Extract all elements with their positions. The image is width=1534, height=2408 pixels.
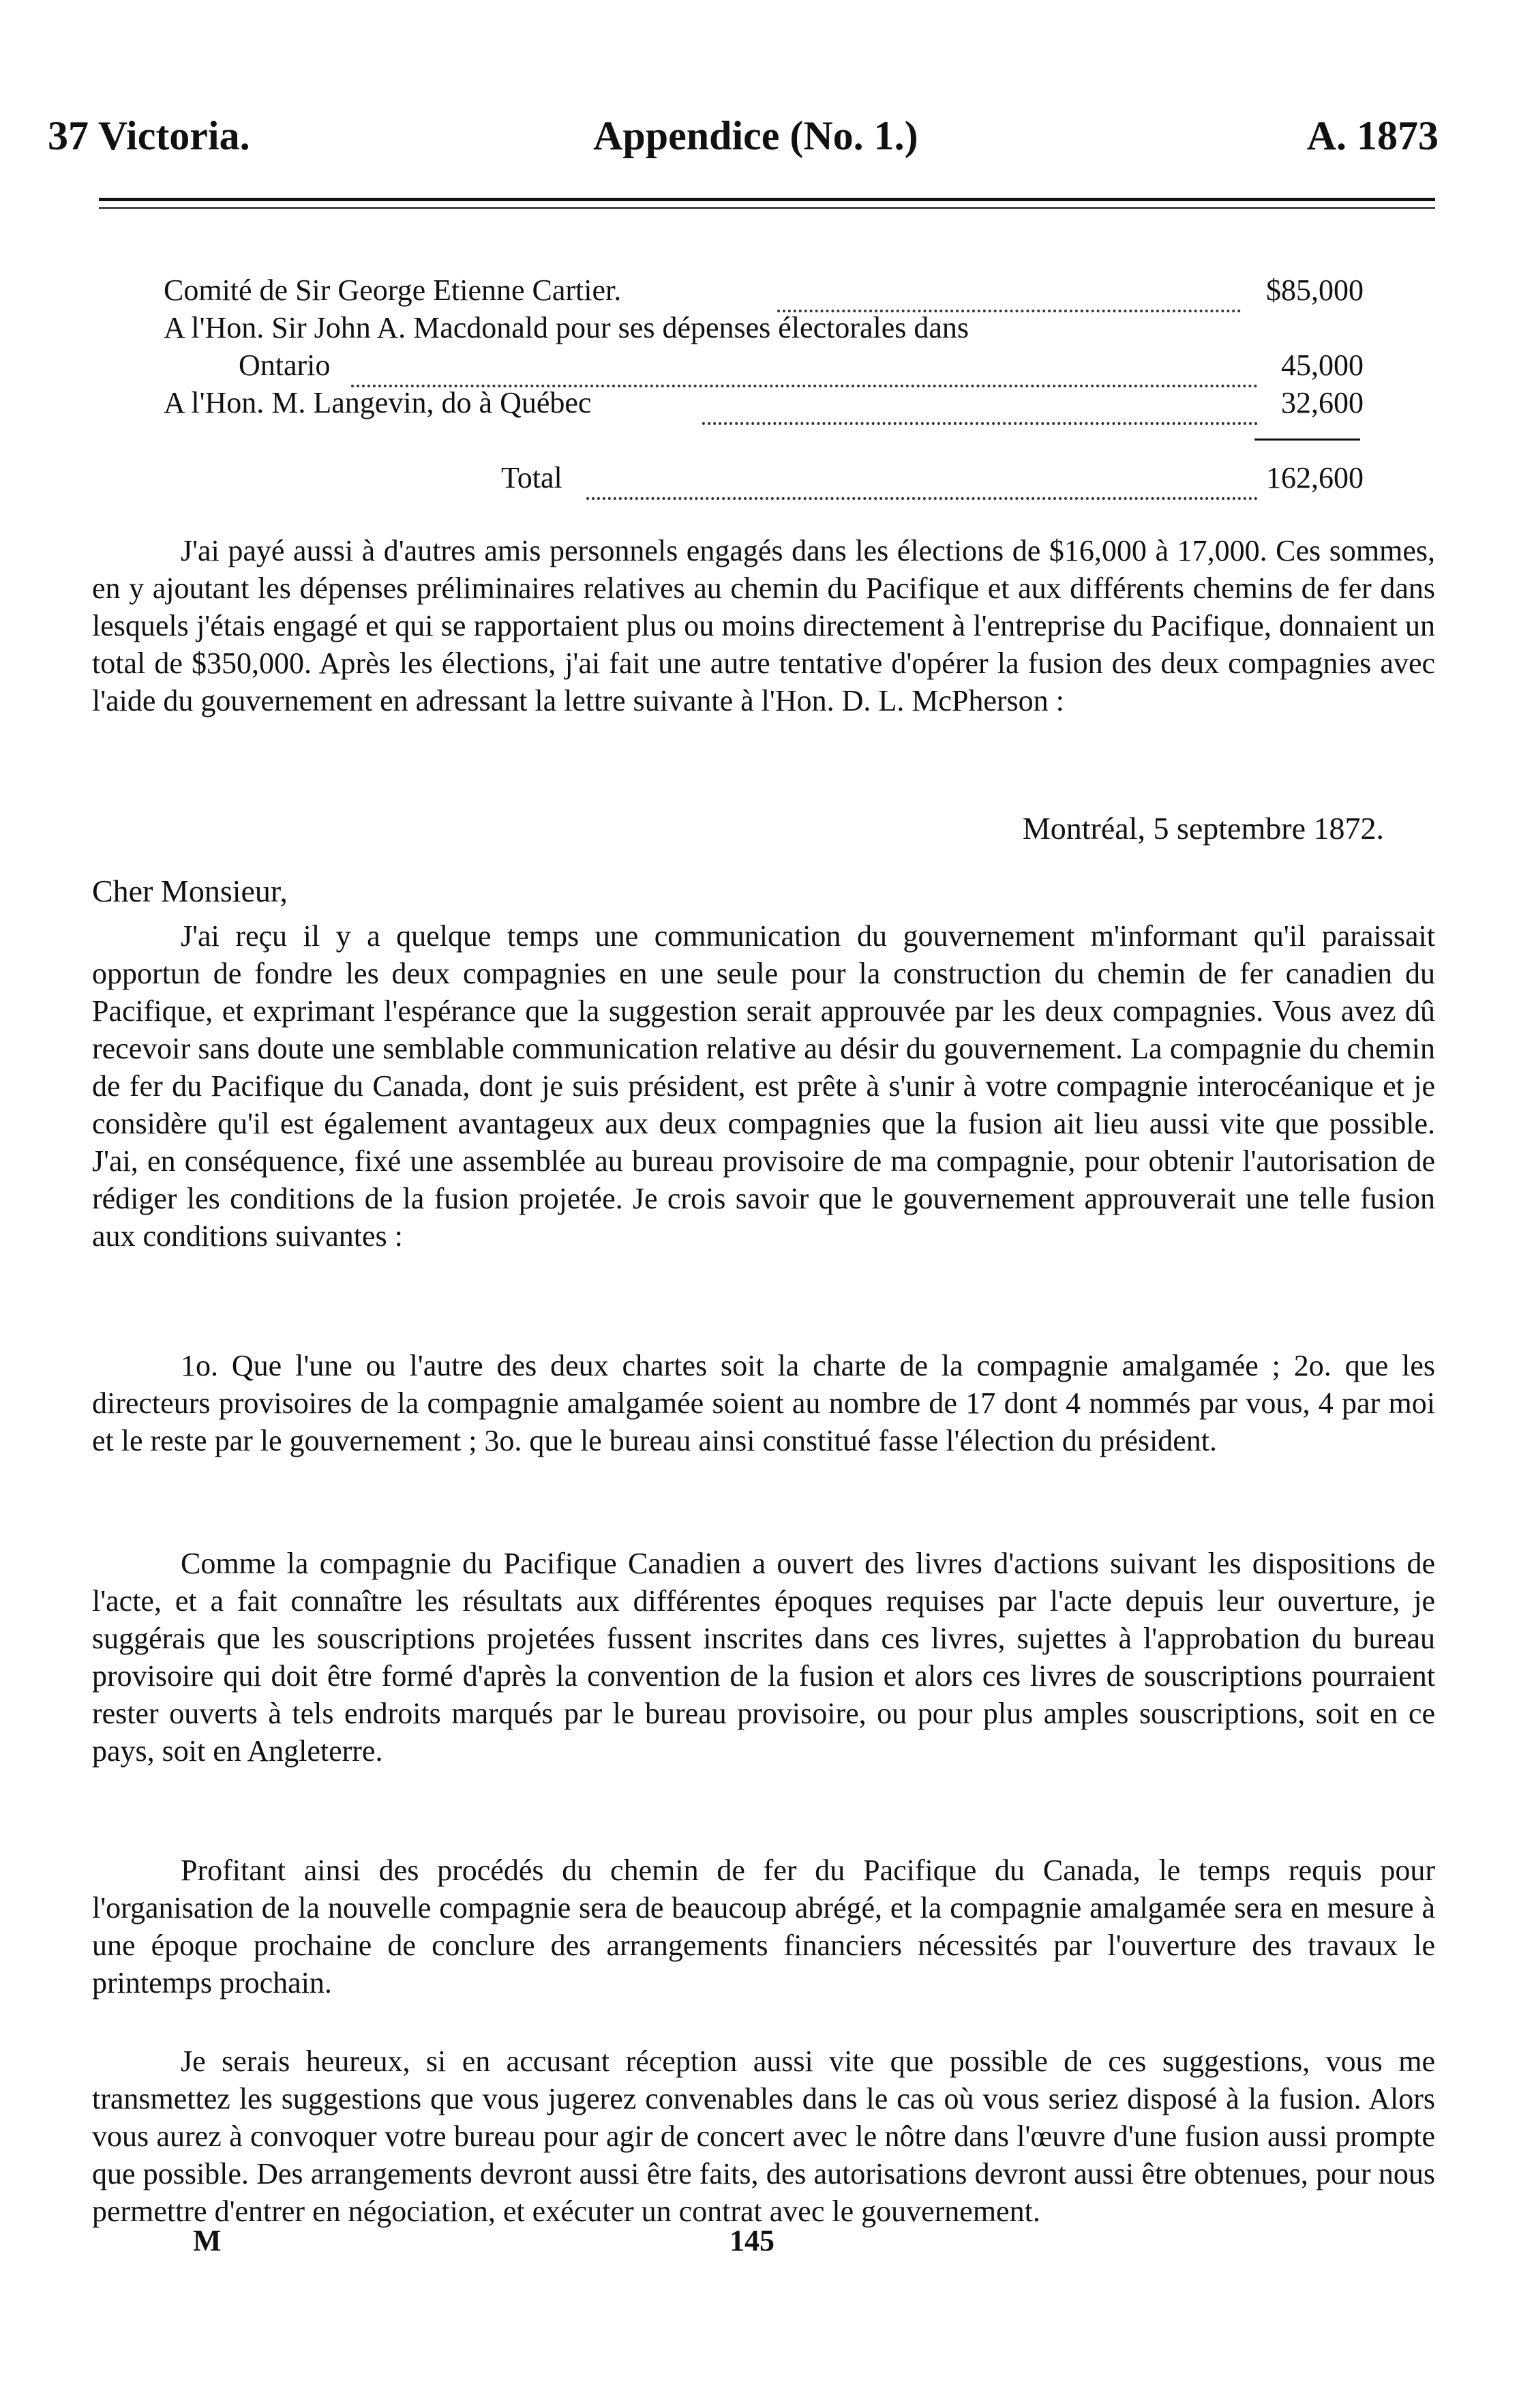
- paragraph: Comme la compagnie du Pacifique Canadien a ouvert des livres d'actions suivant les dispositions de l'acte, et a fait connaître les résultats aux différentes époques requises par l'acte depuis leur ouverture, je suggérais que les souscriptions projetées fussent inscrites dans ces livres, sujettes à l'approbation du bureau provisoire qui doit être formé d'après la convention de la fusion et alors ces livres de souscriptions pourraient rester ouverts à tels endroits marqués par le bureau provisoire, ou pour plus amples souscriptions, soit en ce pays, soit en Angleterre.: [92, 1547, 1435, 1768]
- letter-dateline: Montréal, 5 septembre 1872.: [1022, 811, 1384, 846]
- ledger-amount: $85,000: [1266, 273, 1364, 307]
- paragraph: J'ai payé aussi à d'autres amis personnels engagés dans les élections de $16,000 à 17,000. Ces sommes, en y ajoutant les dépenses préliminaires relatives au chemin du Pacifique et aux différents chemins de fer dans lesquels j'étais engagé et qui se rapportaient plus ou moins directement à l'entreprise du Pacifique, donnaient un total de $350,000. Après les élections, j'ai fait une autre tentative d'opérer la fusion des deux compagnies avec l'aide du gouvernement en adressant la lettre suivante à l'Hon. D. L. McPherson :: [92, 534, 1435, 717]
- ledger-label: A l'Hon. M. Langevin, do à Québec: [164, 386, 592, 419]
- ledger-row: [164, 273, 1364, 314]
- sum-rule: [1254, 439, 1360, 441]
- paragraph: J'ai reçu il y a quelque temps une communication du gouvernement m'informant qu'il paraissait opportun de fondre les deux compagnies en une seule pour la construction du chemin de fer canadien du Pacifique, et exprimant l'espérance que la suggestion serait approuvée par les deux compagnies. Vous avez dû recevoir sans doute une semblable communication relative au désir du gouvernement. La compagnie du chemin de fer du Pacifique du Canada, dont je suis président, est prête à s'unir à votre compagnie interocéanique et je considère qu'il est également avantageux aux deux compagnies que la fusion ait lieu aussi vite que possible. J'ai, en conséquence, fixé une assemblée au bureau provisoire de ma compagnie, pour obtenir l'autorisation de rédiger les conditions de la fusion projetée. Je crois savoir que le gouvernement approuverait une telle fusion aux conditions suivantes :: [92, 919, 1435, 1253]
- ledger-row: [164, 385, 1364, 426]
- paragraph: Profitant ainsi des procédés du chemin de fer du Pacifique du Canada, le temps requis pour l'organisation de la nouvelle compagnie sera de beaucoup abrégé, et la compagnie amalgamée sera en mesure à une époque prochaine de conclure des arrangements financiers nécessités par l'ouverture des travaux le printemps prochain.: [92, 1854, 1435, 2000]
- ledger-total-amount: 162,600: [1266, 461, 1364, 494]
- header-rule-thick: [99, 198, 1435, 201]
- paragraph: 1o. Que l'une ou l'autre des deux chartes soit la charte de la compagnie amalgamée ; 2o. que les directeurs provisoires de la compagnie amalgamée soient au nombre de 17 dont 4 nommés par vous, 4 par moi et le reste par le gouvernement ; 3o. que le bureau ainsi constitué fasse l'élection du président.: [92, 1349, 1435, 1457]
- ledger-label: A l'Hon. Sir John A. Macdonald pour ses dépenses électorales dans: [164, 311, 969, 344]
- paragraph: Je serais heureux, si en accusant réception aussi vite que possible de ces suggestions, vous me transmettez les suggestions que vous jugerez convenables dans le cas où vous seriez disposé à la fusion. Alors vous aurez à convoquer votre bureau pour agir de concert avec le nôtre dans l'œuvre d'une fusion aussi prompte que possible. Des arrangements devront aussi être faits, des autorisations devront aussi être obtenues, pour nous permettre d'entrer en négociation, et exécuter un contrat avec le gouvernement.: [92, 2045, 1435, 2228]
- leader-dots: [351, 348, 1258, 387]
- leader-dots: [586, 460, 1258, 500]
- header-rule-thin: [99, 207, 1435, 209]
- page-number: 145: [730, 2224, 774, 2257]
- ledger-total-row: [164, 460, 1364, 501]
- leader-dots: [777, 273, 1241, 312]
- header-year: A. 1873: [1306, 113, 1439, 158]
- header-volume: 37 Victoria.: [48, 113, 250, 158]
- ledger-label: Comité de Sir George Etienne Cartier.: [164, 273, 622, 307]
- ledger-row: [164, 310, 1364, 351]
- ledger-amount: 32,600: [1281, 386, 1364, 419]
- running-header: [48, 113, 1439, 167]
- letter-salutation: Cher Monsieur,: [92, 874, 288, 908]
- ledger-row: [164, 348, 1364, 389]
- ledger-total-label: Total: [501, 461, 562, 494]
- ledger-amount: 45,000: [1281, 348, 1364, 382]
- header-title: Appendice (No. 1.): [593, 113, 918, 158]
- ledger-label: Ontario: [239, 348, 331, 382]
- signature-mark: M: [193, 2224, 222, 2257]
- leader-dots: [702, 385, 1258, 425]
